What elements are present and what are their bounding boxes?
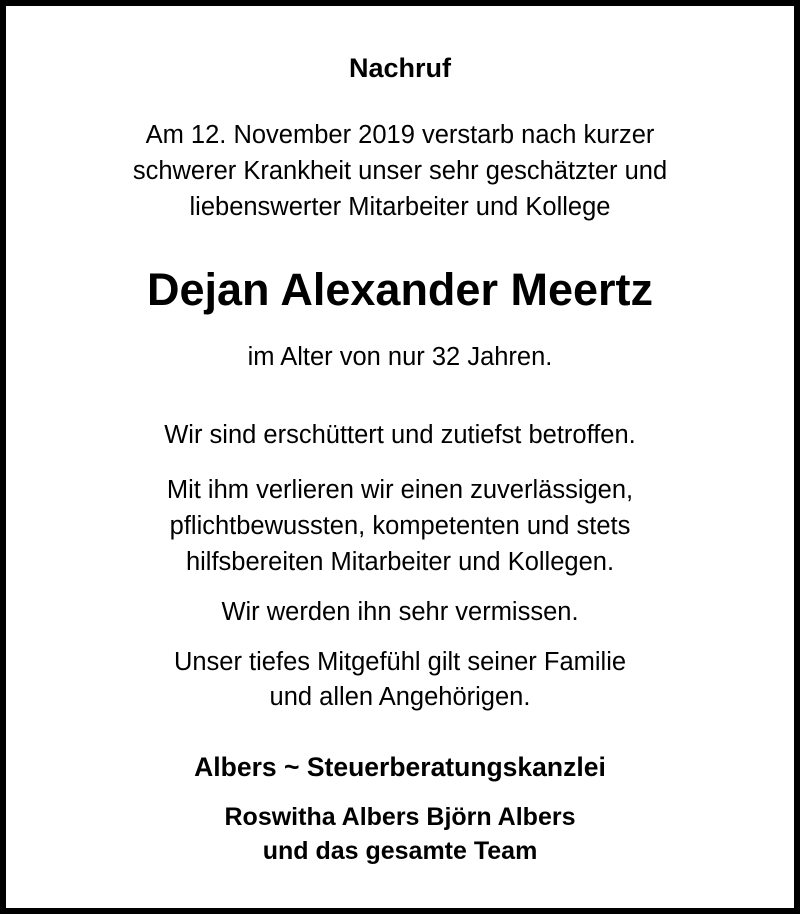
signer-line: Roswitha Albers Björn Albers <box>224 803 576 831</box>
loss-line: hilfsbereiten Mitarbeiter und Kollegen. <box>185 548 615 576</box>
shock-line: Wir sind erschüttert und zutiefst betroffen. <box>164 421 636 449</box>
intro-line: liebenswerter Mitarbeiter und Kollege <box>189 193 611 221</box>
title: Nachruf <box>348 53 451 83</box>
intro-line: Am 12. November 2019 verstarb nach kurzer <box>145 121 655 149</box>
intro-line: schwerer Krankheit unser sehr geschätzter und <box>132 157 668 185</box>
company-name: Albers ~ Steuerberatungskanzlei <box>194 752 606 782</box>
sympathy-line: und allen Angehörigen. <box>269 683 531 711</box>
age-line: im Alter von nur 32 Jahren. <box>247 343 553 371</box>
loss-line: Mit ihm verlieren wir einen zuverlässigen, <box>166 476 634 504</box>
sympathy-line: Unser tiefes Mitgefühl gilt seiner Familie <box>173 648 627 676</box>
miss-line: Wir werden ihn sehr vermissen. <box>221 598 579 626</box>
signer-line: und das gesamte Team <box>262 837 538 865</box>
deceased-name: Dejan Alexander Meertz <box>146 264 653 315</box>
loss-line: pflichtbewussten, kompetenten und stets <box>169 512 631 540</box>
